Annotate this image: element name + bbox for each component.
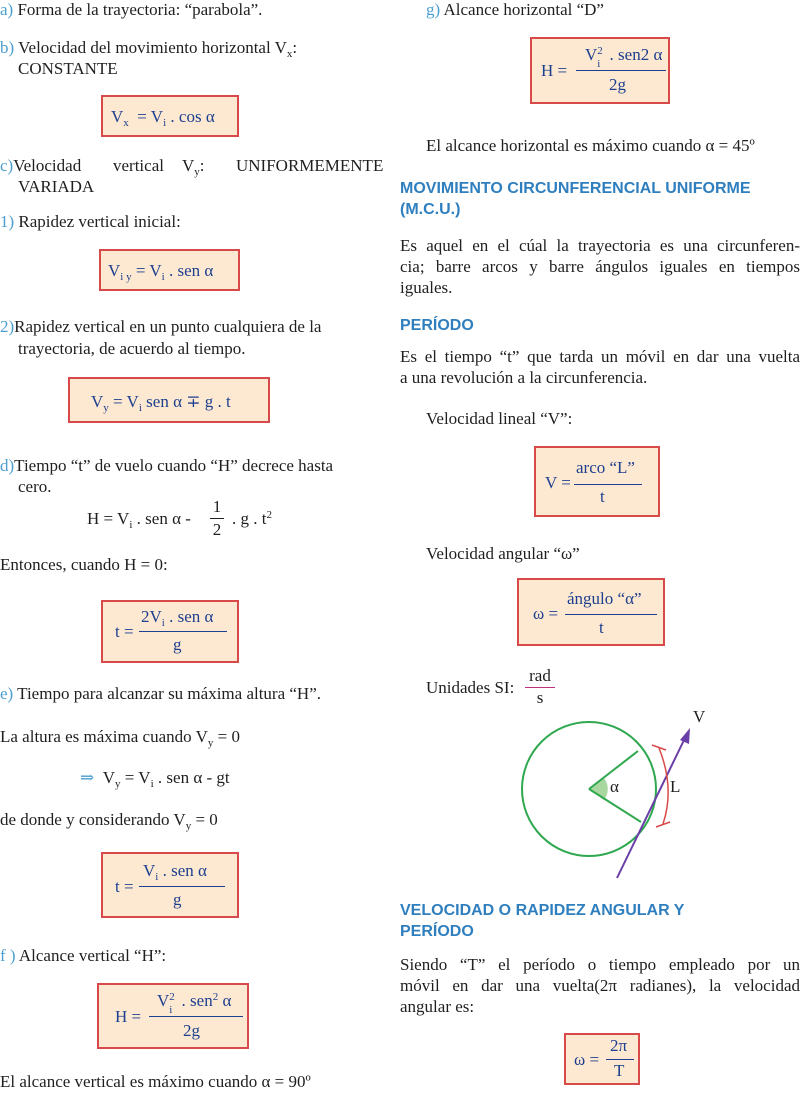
altura-text <box>0 727 240 747</box>
formula-vx-sub: x <box>123 117 129 129</box>
alcance-vertical-max: El alcance vertical es máximo cuando α = 90º <box>0 1072 311 1091</box>
marker-d: d) <box>0 456 15 475</box>
altura-end: = 0 <box>217 727 240 746</box>
formula-d-num <box>585 45 663 70</box>
item-e <box>0 684 321 704</box>
item-c-word1: Velocidad <box>13 156 82 175</box>
formula-viy <box>108 261 213 281</box>
formula-hmax-bar <box>149 1016 243 1017</box>
marker-f: f ) <box>0 946 16 965</box>
formula-vy-v: V <box>91 392 104 411</box>
formula-t2-num <box>143 861 207 881</box>
formula-h-mid: . sen α - <box>136 509 191 528</box>
formula-vx-eq: = V <box>137 107 164 126</box>
formula-vx-i: i <box>163 117 167 129</box>
heading-velocidad-2: PERÍODO <box>400 923 474 940</box>
formula-h-frac <box>208 497 226 540</box>
formula-t1-num-end: . sen α <box>169 607 214 626</box>
velocity-arrowhead-icon <box>680 728 690 744</box>
formula-h-frac-bar <box>210 518 224 519</box>
formula-vy-i: i <box>138 402 142 414</box>
formula-box-t2 <box>101 852 239 918</box>
item-g-text: Alcance horizontal “D” <box>443 0 604 19</box>
formula-box-vy <box>68 377 270 423</box>
formula-d-bar <box>576 70 666 71</box>
heading-mcu-1: MOVIMIENTO CIRCUNFERENCIAL UNIFORME <box>400 180 751 197</box>
formula-box-vx <box>101 95 239 137</box>
formula-omega-bar <box>565 614 657 615</box>
unidades-den: s <box>536 688 544 707</box>
formula-box-viy <box>99 249 240 291</box>
formula-vy2-end: . sen α - gt <box>157 768 230 787</box>
item-e-text: Tiempo para alcanzar su máxima altura “H”. <box>17 684 322 703</box>
formula-viy-sub: i y <box>120 271 132 283</box>
formula-h-num: 1 <box>212 497 222 516</box>
item-c-colon: : <box>199 156 205 175</box>
formula-hmax-sen: . sen <box>181 991 213 1010</box>
unidades-bar <box>525 687 555 688</box>
label-v: V <box>693 707 706 726</box>
formula-box-hmax <box>97 983 249 1049</box>
formula-hmax-den: 2g <box>183 1021 200 1040</box>
formula-h-lhs-text: H = V <box>87 509 130 528</box>
formula-omega2-bar <box>606 1059 634 1060</box>
item-2 <box>0 317 321 337</box>
formula-v-bar <box>574 484 642 485</box>
formula-v-lhs: V = <box>545 473 571 492</box>
formula-t2-num-end: . sen α <box>162 861 207 880</box>
formula-d-v: V <box>585 45 598 64</box>
formula-h-exp: 2 <box>266 509 272 521</box>
marker-1: 1) <box>0 212 15 231</box>
altura-sub: y <box>207 737 214 749</box>
arc-length-marker <box>659 748 668 824</box>
item-c-word2: vertical <box>113 156 164 175</box>
formula-t1-lhs: t = <box>115 622 134 641</box>
formula-t1-den: g <box>173 635 182 654</box>
formula-vy2-sub: y <box>115 778 121 790</box>
formula-d-sup: 2 <box>597 45 603 57</box>
marker-b: b) <box>0 38 15 57</box>
heading-periodo: PERÍODO <box>400 317 474 334</box>
item-b-line2: CONSTANTE <box>18 59 118 78</box>
heading-velocidad-1: VELOCIDAD O RAPIDEZ ANGULAR Y <box>400 902 685 919</box>
formula-hmax-sup: 2 <box>169 991 175 1003</box>
formula-t1-bar <box>139 631 227 632</box>
formula-vx-v: V <box>111 107 124 126</box>
item-c-vy: V <box>182 156 195 175</box>
formula-box-omega <box>517 578 665 646</box>
formula-h-end <box>232 509 272 529</box>
velocidad-line2: móvil en dar una vuelta(2π radianes), la velocidad <box>400 976 800 995</box>
formula-d-num-end: . sen2 α <box>609 45 663 64</box>
dedonde-text <box>0 810 218 830</box>
periodo-line1: Es el tiempo “t” que tarda un móvil en dar una vuelta <box>400 347 800 366</box>
formula-d-i: i <box>597 58 601 70</box>
formula-box-t1 <box>101 600 239 663</box>
entonces-text: Entonces, cuando H = 0: <box>0 555 168 574</box>
marker-e: e) <box>0 684 14 703</box>
item-c-vy-sub: y <box>194 166 200 178</box>
formula-v-den: t <box>600 487 605 506</box>
marker-g: g) <box>426 0 441 19</box>
formula-t2-num-text: V <box>143 861 156 880</box>
formula-vy <box>91 392 231 412</box>
item-b <box>0 38 297 58</box>
unidades-num: rad <box>529 666 551 685</box>
formula-omega2-num: 2π <box>610 1036 628 1055</box>
label-l: L <box>670 777 681 796</box>
velocidad-angular-label: Velocidad angular “ω” <box>426 544 580 563</box>
formula-t1-num-i: i <box>161 617 165 629</box>
item-1 <box>0 212 181 232</box>
item-c-line2: VARIADA <box>18 177 95 196</box>
formula-box-omega2 <box>564 1033 640 1085</box>
marker-a: a) <box>0 0 14 19</box>
alcance-horizontal-max: El alcance horizontal es máximo cuando α = 45º <box>426 136 755 155</box>
formula-vy-sub: y <box>103 402 109 414</box>
formula-vy2-i: i <box>150 778 154 790</box>
velocity-vector <box>617 736 686 878</box>
item-g <box>426 0 604 20</box>
formula-t2-bar <box>139 886 225 887</box>
formula-omega2-den: T <box>614 1061 625 1080</box>
formula-omega2-lhs: ω = <box>574 1050 600 1069</box>
formula-t2-lhs: t = <box>115 877 134 896</box>
item-d-line1: Tiempo “t” de vuelo cuando “H” decrece hasta <box>14 456 334 475</box>
formula-h-i: i <box>129 519 133 531</box>
formula-omega-den: t <box>599 618 604 637</box>
formula-viy-v: V <box>108 261 121 280</box>
item-a-text: Forma de la trayectoria: “parabola”. <box>17 0 263 19</box>
mcu-line3: iguales. <box>400 278 453 297</box>
item-f <box>0 946 166 966</box>
implies-icon: ⇒ <box>80 768 95 787</box>
formula-viy-i: i <box>161 271 165 283</box>
circular-motion-diagram <box>500 700 740 890</box>
formula-box-v <box>534 446 660 517</box>
formula-omega-num: ángulo “α” <box>567 589 642 608</box>
dedonde-sub: y <box>185 820 192 832</box>
formula-vy-end: sen α ∓ g . t <box>146 392 231 411</box>
formula-vy2-eq: = V <box>124 768 151 787</box>
item-1-text: Rapidez vertical inicial: <box>18 212 181 231</box>
velocidad-lineal-label: Velocidad lineal “V”: <box>426 409 573 428</box>
formula-v-num: arco “L” <box>576 458 635 477</box>
formula-t2-num-i: i <box>155 871 159 883</box>
formula-d-lhs: H = <box>541 61 568 80</box>
formula-h-den: 2 <box>212 520 222 539</box>
formula-hmax-lhs: H = <box>115 1007 142 1026</box>
item-c <box>0 156 384 178</box>
velocidad-line1: Siendo “T” el período o tiempo empleado por un <box>400 955 800 974</box>
item-f-text: Alcance vertical “H”: <box>18 946 167 965</box>
dedonde-end: = 0 <box>195 810 218 829</box>
formula-vx <box>111 107 215 127</box>
formula-viy-end: . sen α <box>168 261 214 280</box>
item-d-line2: cero. <box>18 477 52 496</box>
formula-box-d <box>530 37 670 104</box>
formula-hmax-num <box>157 991 232 1016</box>
label-alpha: α <box>610 777 619 796</box>
formula-t1-num <box>141 607 213 627</box>
formula-t1-num-text: 2V <box>141 607 162 626</box>
item-c-word3: UNIFORMEMENTE <box>236 156 384 175</box>
mcu-line1: Es aquel en el cúal la trayectoria es una circunferen- <box>400 236 800 255</box>
item-2-line2: trayectoria, de acuerdo al tiempo. <box>18 339 246 358</box>
formula-hmax-i: i <box>169 1004 173 1016</box>
formula-h-lhs <box>87 509 191 529</box>
formula-vy2 <box>80 768 230 788</box>
formula-viy-eq: = V <box>135 261 162 280</box>
formula-vy-eq: = V <box>113 392 139 411</box>
formula-hmax-sup2: 2 <box>212 991 219 1003</box>
formula-h-end-text: . g . t <box>232 509 267 528</box>
marker-2: 2) <box>0 317 15 336</box>
formula-hmax-v: V <box>157 991 170 1010</box>
formula-vy2-v: V <box>102 768 116 787</box>
unidades-label: Unidades SI: <box>426 678 515 697</box>
item-b-text: Velocidad del movimiento horizontal V <box>18 38 287 57</box>
velocidad-line3: angular es: <box>400 997 475 1016</box>
heading-mcu-2: (M.C.U.) <box>400 201 461 218</box>
item-a <box>0 0 262 20</box>
altura-text-main: La altura es máxima cuando V <box>0 727 208 746</box>
item-b-colon: : <box>292 38 298 57</box>
mcu-line2: cia; barre arcos y barre ángulos iguales en tiempos <box>400 257 800 276</box>
formula-vx-end: . cos α <box>170 107 215 126</box>
dedonde-main: de donde y considerando V <box>0 810 186 829</box>
formula-d-den: 2g <box>609 75 626 94</box>
formula-t2-den: g <box>173 890 182 909</box>
item-b-sub: x <box>286 48 293 60</box>
formula-hmax-alpha: α <box>222 991 232 1010</box>
periodo-line2: a una revolución a la circunferencia. <box>400 368 648 387</box>
formula-omega-lhs: ω = <box>533 604 559 623</box>
item-d <box>0 456 333 476</box>
marker-c: c) <box>0 156 14 175</box>
item-2-line1: Rapidez vertical en un punto cualquiera de la <box>14 317 322 336</box>
